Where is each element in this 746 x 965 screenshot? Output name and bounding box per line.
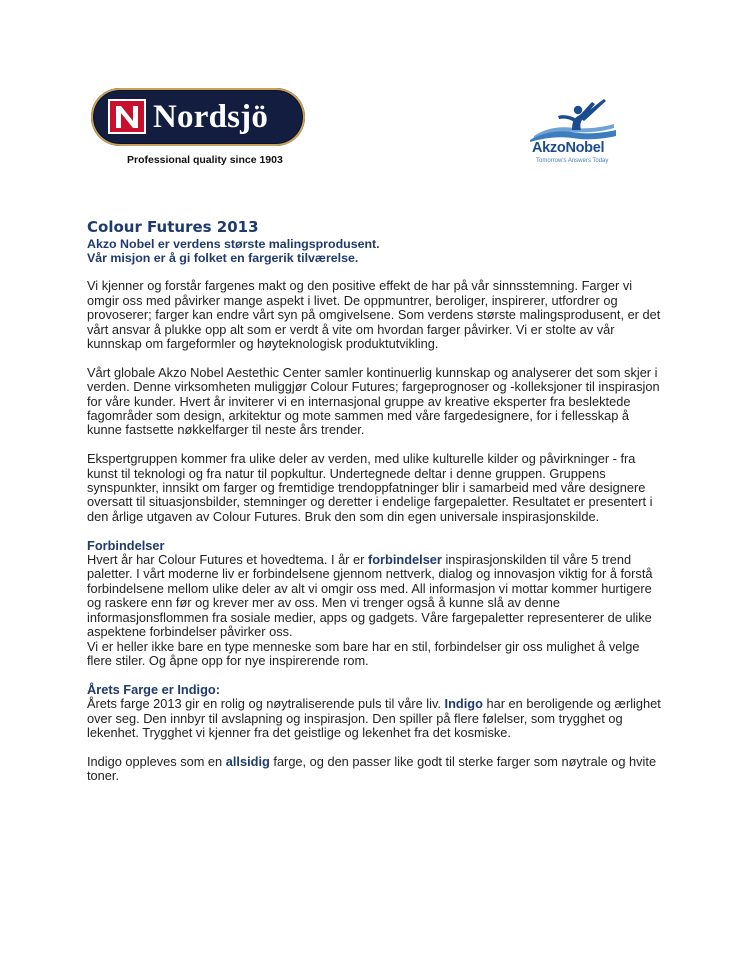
text-run: inspirasjonskilden til våre 5 trend paletter. I vårt moderne liv er forbindelsene gjennom nettverk, dialog og innovasjon viktig for å forstå forbindelsene mellom ulike deler av alt vi omgir oss med. All informasjon vi mottar kommer hurtigere og raskere enn før og krever mer av oss. Men vi trenger også å kunne slå av denne informasjonsflommen fra sosiale medier, apps og gadgets. Våre fargepaletter representerer de ulike aspektene forbindelser påvirker oss. — [87, 552, 653, 640]
nordsjo-n-mark-icon — [108, 99, 146, 134]
document-body — [87, 218, 667, 784]
text-run: Hvert år har Colour Futures et hovedtema. I år er — [87, 552, 368, 568]
akzonobel-figure-icon — [528, 96, 618, 142]
subtitle-line-2: Vår misjon er å gi folket en fargerik tilværelse. — [87, 251, 359, 265]
akzonobel-tagline: Tomorrow's Answers Today — [536, 158, 609, 164]
text-run: har en beroligende og ærlighet over seg. Den innbyr til avslapning og inspirasjon. Den spiller på flere følelser, som trygghet og lekenhet. Trygghet vi kjenner fra det geistlige og lekenhet fra det kosmiske. — [87, 696, 661, 740]
indigo-paragraph-1 — [87, 697, 667, 740]
paragraph-1: Vi kjenner og forstår fargenes makt og den positive effekt de har på vår sinnsstemning. Farger vi omgir oss med påvirker mange aspekt i livet. De oppmuntrer, beroliger, inspirerer, utfordrer og provoserer; farger kan endre vårt syn på omgivelsene. Som verdens største malingsprodusent, er det vårt ansvar å plukke opp alt som er verdt å vite om hvordan farger påvirker. Vi er stolte av vår kunnskap om fargeformler og høyteknologisk produktutvikling. — [87, 278, 661, 352]
nordsjo-logo-badge — [91, 88, 305, 146]
section-heading-indigo: Årets Farge er Indigo: — [87, 681, 220, 697]
highlight-indigo: Indigo — [444, 696, 483, 712]
indigo-paragraph-2 — [87, 755, 667, 784]
nordsjo-wordmark: Nordsjö — [153, 99, 269, 135]
text-run: farge, og den passer like godt til sterke farger som nøytrale og hvite toner. — [87, 753, 657, 784]
highlight-forbindelser: forbindelser — [367, 552, 442, 568]
forbindelser-paragraph-1 — [87, 553, 667, 639]
subtitle-line-1: Akzo Nobel er verdens største malingsprodusent. — [87, 237, 380, 251]
paragraph-3: Ekspertgruppen kommer fra ulike deler av verden, med ulike kulturelle kilder og påvirkninger - fra kunst til teknologi og fra natur til popkultur. Undertegnede deltar i denne gruppen. Gruppens synspunkter, innsikt om farger og fremtidige trendoppfatninger blir i samarbeid med våre designere oversatt til situasjonsbilder, stemninger og deretter i endelige fargepaletter. Resultatet er presentert i den årlige utgaven av Colour Futures. Bruk den som din egen universale inspirasjonskilde. — [87, 451, 653, 524]
akzonobel-wordmark: AkzoNobel — [532, 140, 605, 156]
text-run: Indigo oppleves som en — [87, 753, 226, 769]
forbindelser-paragraph-2: Vi er heller ikke bare en type menneske som bare har en stil, forbindelser gir oss mulighet å velge flere stiler. Og åpne opp for nye inspirerende rom. — [87, 638, 640, 668]
akzonobel-logo — [526, 96, 644, 176]
nordsjo-logo — [91, 88, 306, 172]
document-title: Colour Futures 2013 — [87, 218, 259, 236]
highlight-allsidig: allsidig — [225, 753, 270, 769]
paragraph-2: Vårt globale Akzo Nobel Aestethic Center samler kontinuerlig kunnskap og analyserer det som skjer i verden. Denne virksomheten muliggjør Colour Futures; fargeprognoser og -kolleksjoner til inspirasjon for våre kunder. Hvert år inviterer vi en internasjonal gruppe av kreative eksperter fra beslektede fagområder som design, arkitektur og mote sammen med våre fargedesignere, for i fellesskap å kunne fastsette nøkkelfarger til neste års trender. — [87, 364, 660, 438]
text-run: Årets farge 2013 gir en rolig og nøytraliserende puls til våre liv. — [87, 696, 445, 712]
section-heading-forbindelser: Forbindelser — [87, 537, 165, 553]
nordsjo-tagline: Professional quality since 1903 — [127, 154, 283, 166]
